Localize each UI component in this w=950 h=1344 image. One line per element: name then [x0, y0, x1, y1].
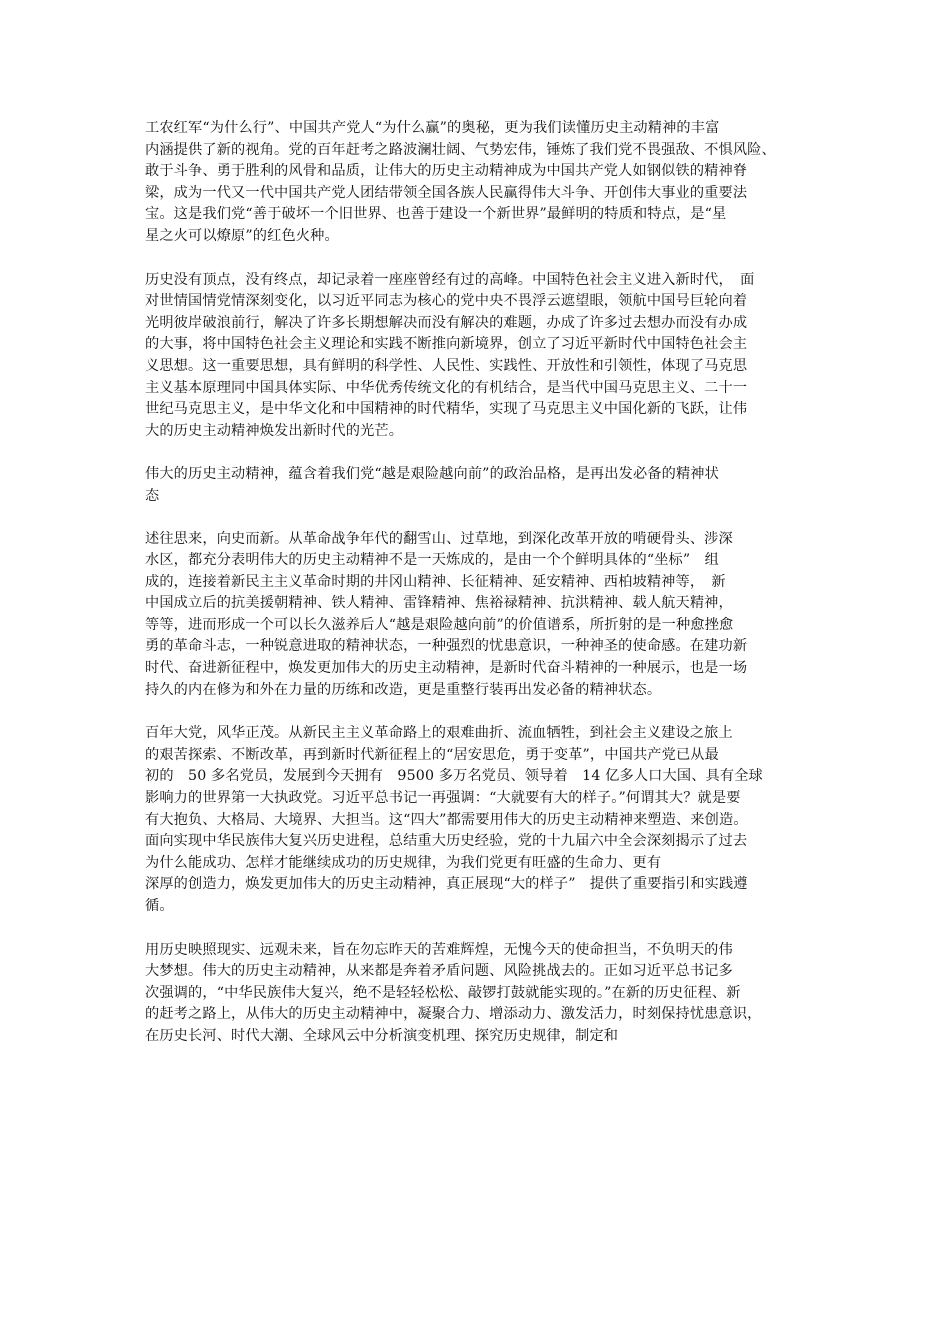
paragraph-4: 百年大党，风华正茂。从新民主主义革命路上的艰难曲折、流血牺牲，到社会主义建设之旅上 的艰苦探索、不断改革，再到新时代新征程上的“居安思危，勇于变革”，中国共产党已从最 初的 50 多名党员，发展到今天拥有 9500 多万名党员、领导着 14 亿多人口大国、具有全球 影响力的世界第一大执政党。习近平总书记一再强调：“大就要有大的样子。”何谓其大？就是要 有大抱负、大格局、大境界、大担当。这“四大”都需要用伟大的历史主动精神来塑造、来创造。 面向实现中华民族伟大复兴历史进程，总结重大历史经验，党的十九届六中全会深刻揭示了过去 为什么能成功、怎样才能继续成功的历史规律，为我们党更有旺盛的生命力、更有 深厚的创造力，焕发更加伟大的历史主动精神，真正展现“大的样子” 提供了重要指引和实践遵 循。: [145, 725, 763, 914]
paragraph-3: 述往思来，向史而新。从革命战争年代的翻雪山、过草地，到深化改革开放的啃硬骨头、涉深 水区，都充分表明伟大的历史主动精神不是一天炼成的，是由一个个鲜明具体的“坐标” 组 成的，连接着新民主主义革命时期的井冈山精神、长征精神、延安精神、西柏坡精神等， 新 中国成立后的抗美援朝精神、铁人精神、雷锋精神、焦裕禄精神、抗洪精神、载人航天精神， 等等，进而形成一个可以长久滋养后人“越是艰险越向前”的价值谱系，所折射的是一种愈挫愈 勇的革命斗志，一种锐意进取的精神状态，一种强烈的忧患意识，一种神圣的使命感。在建功新 时代、奋进新征程中，焕发更加伟大的历史主动精神，是新时代奋斗精神的一种展示，也是一场 持久的内在修为和外在力量的历练和改造，更是重整行装再出发必备的精神状态。: [145, 530, 748, 698]
paragraph-2: 历史没有顶点，没有终点，却记录着一座座曾经有过的高峰。中国特色社会主义进入新时代， 面 对世情国情党情深刻变化，以习近平同志为核心的党中央不畏浮云遮望眼，领航中国号巨轮向着 光明彼岸破浪前行，解决了许多长期想解决而没有解决的难题，办成了许多过去想办而没有办成 的大事，将中国特色社会主义理论和实践不断推向新境界，创立了习近平新时代中国特色社会主 义思想。这一重要思想，具有鲜明的科学性、人民性、实践性、开放性和引领性，体现了马克思 主义基本原理同中国具体实际、中华优秀传统文化的有机结合，是当代中国马克思主义、二十一 世纪马克思主义，是中华文化和中国精神的时代精华，实现了马克思主义中国化新的飞跃，让伟 大的历史主动精神焕发出新时代的光芒。: [145, 271, 755, 439]
section-heading: 伟大的历史主动精神，蕴含着我们党“越是艰险越向前”的政治品格，是再出发必备的精神状 态: [145, 466, 719, 504]
paragraph-5: 用历史映照现实、远观未来，旨在勿忘昨天的苦难辉煌，无愧今天的使命担当，不负明天的伟 大梦想。伟大的历史主动精神，从来都是奔着矛盾问题、风险挑战去的。正如习近平总书记多 次强调的，“中华民族伟大复兴，绝不是轻轻松松、敲锣打鼓就能实现的。”在新的历史征程、新 的赶考之路上，从伟大的历史主动精神中，凝聚合力、增添动力、激发活力，时刻保持忧患意识， 在历史长河、时代大潮、全球风云中分析演变机理、探究历史规律，制定和: [145, 941, 762, 1044]
document-body: [145, 118, 821, 1070]
paragraph-1: 工农红军“为什么行”、中国共产党人“为什么赢”的奥秘，更为我们读懂历史主动精神的丰富 内涵提供了新的视角。党的百年赶考之路波澜壮阔、气势宏伟，锤炼了我们党不畏强敌、不惧风险、 敢于斗争、勇于胜利的风骨和品质，让伟大的历史主动精神成为中国共产党人如钢似铁的精神脊 梁，成为一代又一代中国共产党人团结带领全国各族人民赢得伟大斗争、开创伟大事业的重要法 宝。这是我们党“善于破坏一个旧世界、也善于建设一个新世界”最鲜明的特质和特点，是“星 星之火可以燎原”的红色火种。: [145, 120, 776, 244]
